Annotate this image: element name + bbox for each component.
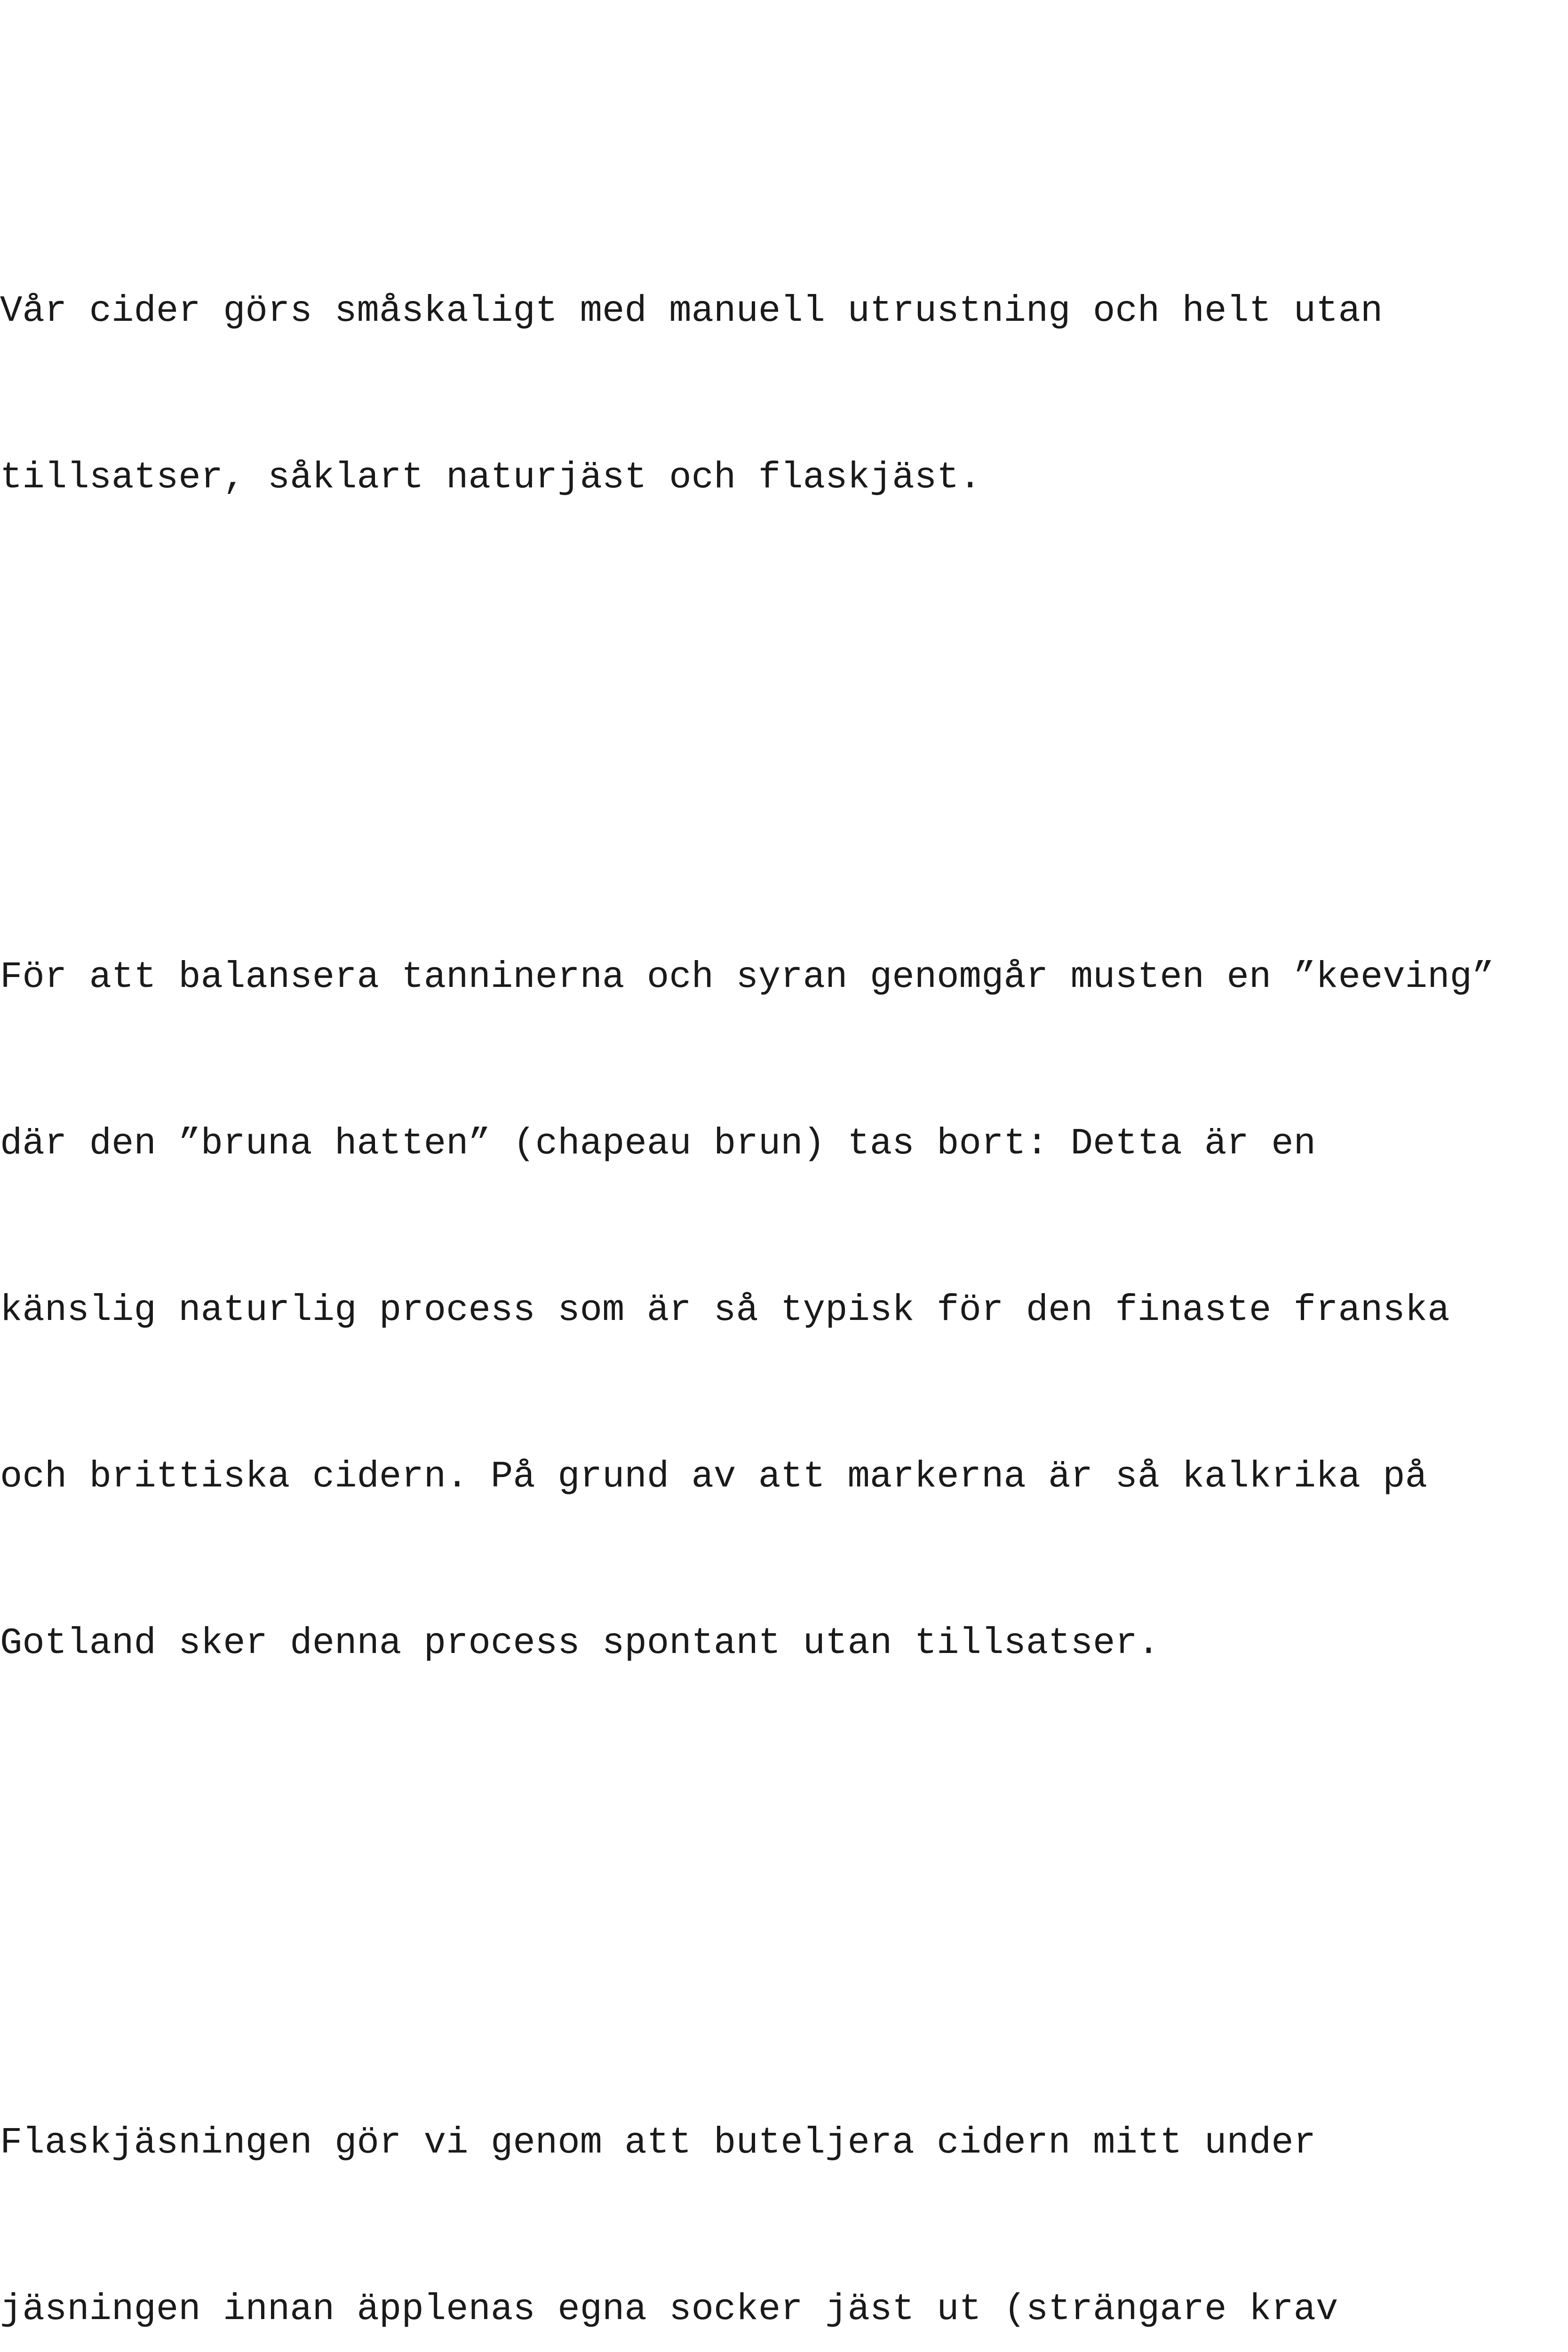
text-line: känslig naturlig process som är så typisk för den finaste franska (0, 1289, 1450, 1331)
text-line: Flaskjäsningen gör vi genom att buteljera cidern mitt under (0, 2122, 1316, 2164)
text-line: Vår cider görs småskaligt med manuell utrustning och helt utan (0, 290, 1383, 332)
text-line: där den ”bruna hatten” (chapeau brun) tas bort: Detta är en (0, 1122, 1316, 1165)
text-line: Gotland sker denna process spontant utan tillsatser. (0, 1622, 1160, 1664)
paragraph-bottle-fermentation (0, 2004, 1552, 2352)
text-line: tillsatser, såklart naturjäst och flaskjäst. (0, 456, 981, 499)
text-line: För att balansera tanninerna och syran genomgår musten en ”keeving” (0, 956, 1495, 998)
paragraph-keeving (0, 838, 1552, 1782)
text-line: jäsningen innan äpplenas egna socker jäst ut (strängare krav (0, 2288, 1338, 2330)
text-line: och brittiska cidern. På grund av att markerna är så kalkrika på (0, 1455, 1428, 1498)
paragraph-intro (0, 172, 1552, 616)
